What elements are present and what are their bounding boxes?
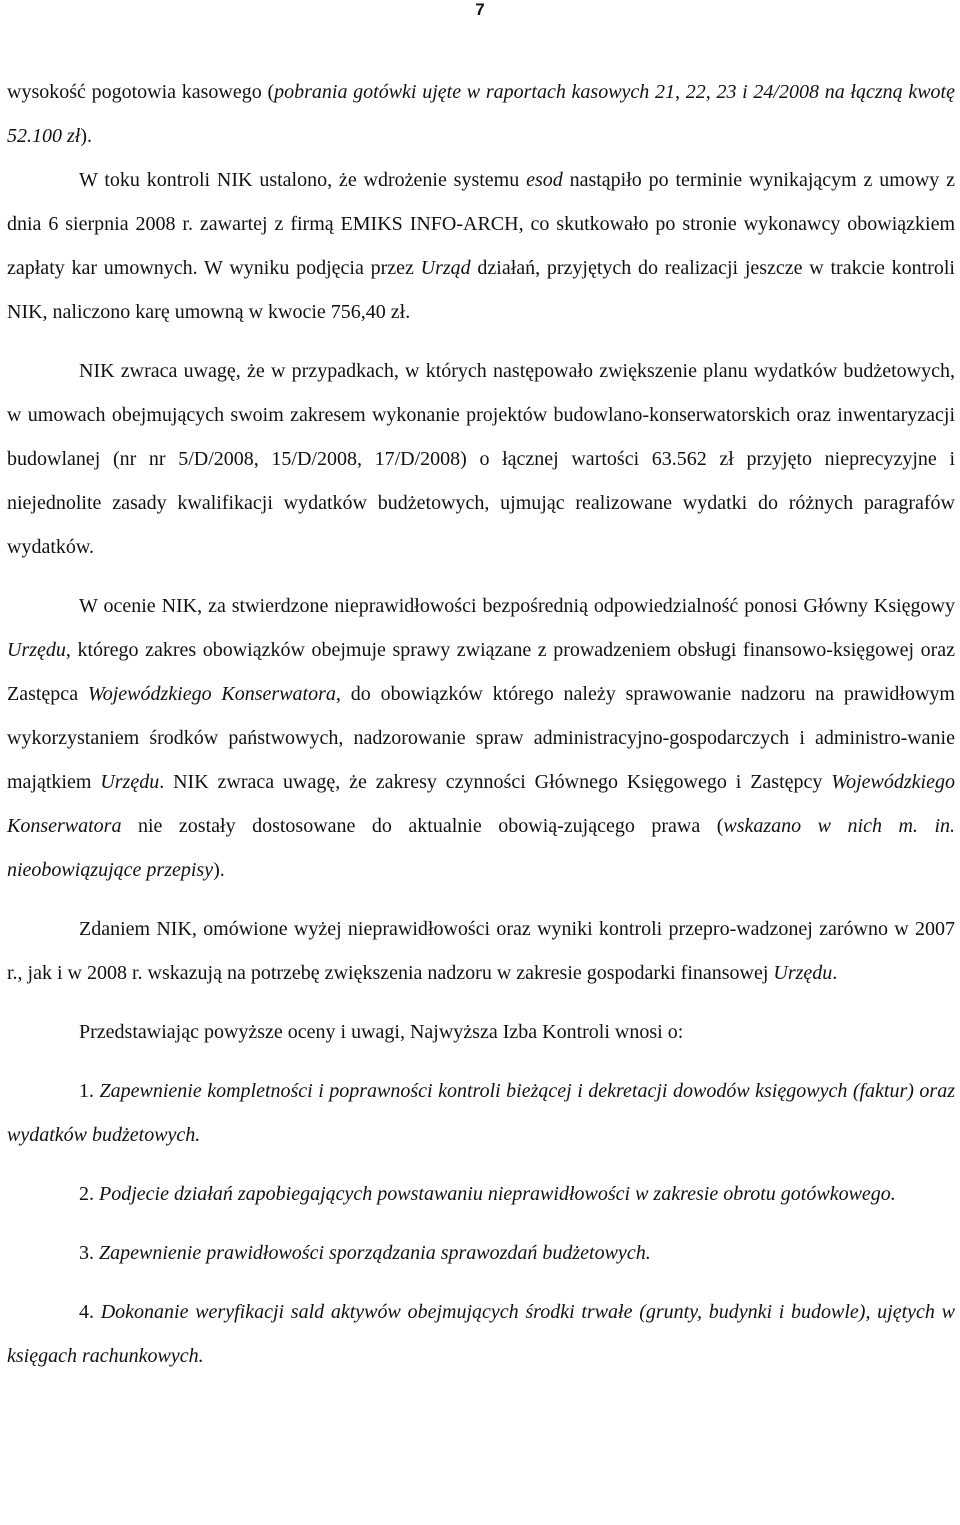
recommendation-number: 3. bbox=[79, 1242, 94, 1264]
recommendation-number: 1. bbox=[79, 1080, 94, 1102]
paragraph-wydatki-budzetowe: NIK zwraca uwagę, że w przypadkach, w których następowało zwiększenie planu wydatków budżetowych, w umowach obejmujących swoim zakresem wykonanie projektów budowlano-konserwatorskich oraz inwentaryzacji budowlanej (nr nr 5/D/2008, 15/D/2008, 17/D/2008) o łącznej wartości 63.562 zł przyjęto nieprecyzyjne i niejednolite zasady kwalifikacji wydatków budżetowych, ujmując realizowane wydatki do różnych paragrafów wydatków. bbox=[7, 360, 955, 558]
page-number: 7 bbox=[475, 0, 485, 19]
paragraph-esod: W toku kontroli NIK ustalono, że wdrożenie systemu esod nastąpiło po terminie wynikającym z umowy z dnia 6 sierpnia 2008 r. zawartej z firmą EMIKS INFO-ARCH, co skutkowało po stronie wykonawcy obowiązkiem zapłaty kar umownych. W wyniku podjęcia przez Urząd działań, przyjętych do realizacji jeszcze w trakcie kontroli NIK, naliczono karę umowną w kwocie 756,40 zł. bbox=[7, 169, 955, 323]
paragraph-wnioski-intro: Przedstawiając powyższe oceny i uwagi, Najwyższa Izba Kontroli wnosi o: bbox=[79, 1021, 684, 1043]
paragraph-zdaniem-nik: Zdaniem NIK, omówione wyżej nieprawidłowości oraz wyniki kontroli przepro-wadzonej zarówno w 2007 r., jak i w 2008 r. wskazują na potrzebę zwiększenia nadzoru w zakresie gospodarki finansowej Urzędu. bbox=[7, 918, 955, 984]
recommendation-text: Podjecie działań zapobiegających powstawaniu nieprawidłowości w zakresie obrotu gotówkowego. bbox=[94, 1183, 896, 1205]
paragraph-pogotowie-kasowe: wysokość pogotowia kasowego (pobrania gotówki ujęte w raportach kasowych 21, 22, 23 i 24/2008 na łączną kwotę 52.100 zł). bbox=[7, 81, 955, 147]
recommendation-text: Dokonanie weryfikacji sald aktywów obejmujących środki trwałe (grunty, budynki i budowle), ujętych w księgach rachunkowych. bbox=[7, 1301, 955, 1367]
recommendation-item bbox=[7, 1172, 955, 1216]
recommendation-text: Zapewnienie kompletności i poprawności kontroli bieżącej i dekretacji dowodów księgowych (faktur) oraz wydatków budżetowych. bbox=[7, 1080, 955, 1146]
paragraph-odpowiedzialnosc: W ocenie NIK, za stwierdzone nieprawidłowości bezpośrednią odpowiedzialność ponosi Główny Księgowy Urzędu, którego zakres obowiązków obejmuje sprawy związane z prowadzeniem obsługi finansowo-księgowej oraz Zastępca Wojewódzkiego Konserwatora, do obowiązków którego należy sprawowanie nadzoru na prawidłowym wykorzystaniem środków państwowych, nadzorowanie spraw administracyjno-gospodarczych i administro-wanie majątkiem Urzędu. NIK zwraca uwagę, że zakresy czynności Głównego Księgowego i Zastępcy Wojewódzkiego Konserwatora nie zostały dostosowane do aktualnie obowią-zującego prawa (wskazano w nich m. in. nieobowiązujące przepisy). bbox=[7, 595, 955, 881]
recommendation-item bbox=[7, 1231, 955, 1275]
recommendation-item bbox=[7, 1069, 955, 1157]
document-body bbox=[7, 70, 955, 1378]
recommendation-text: Zapewnienie prawidłowości sporządzania sprawozdań budżetowych. bbox=[94, 1242, 651, 1264]
recommendation-number: 4. bbox=[79, 1301, 94, 1323]
recommendation-number: 2. bbox=[79, 1183, 94, 1205]
recommendation-item bbox=[7, 1290, 955, 1378]
